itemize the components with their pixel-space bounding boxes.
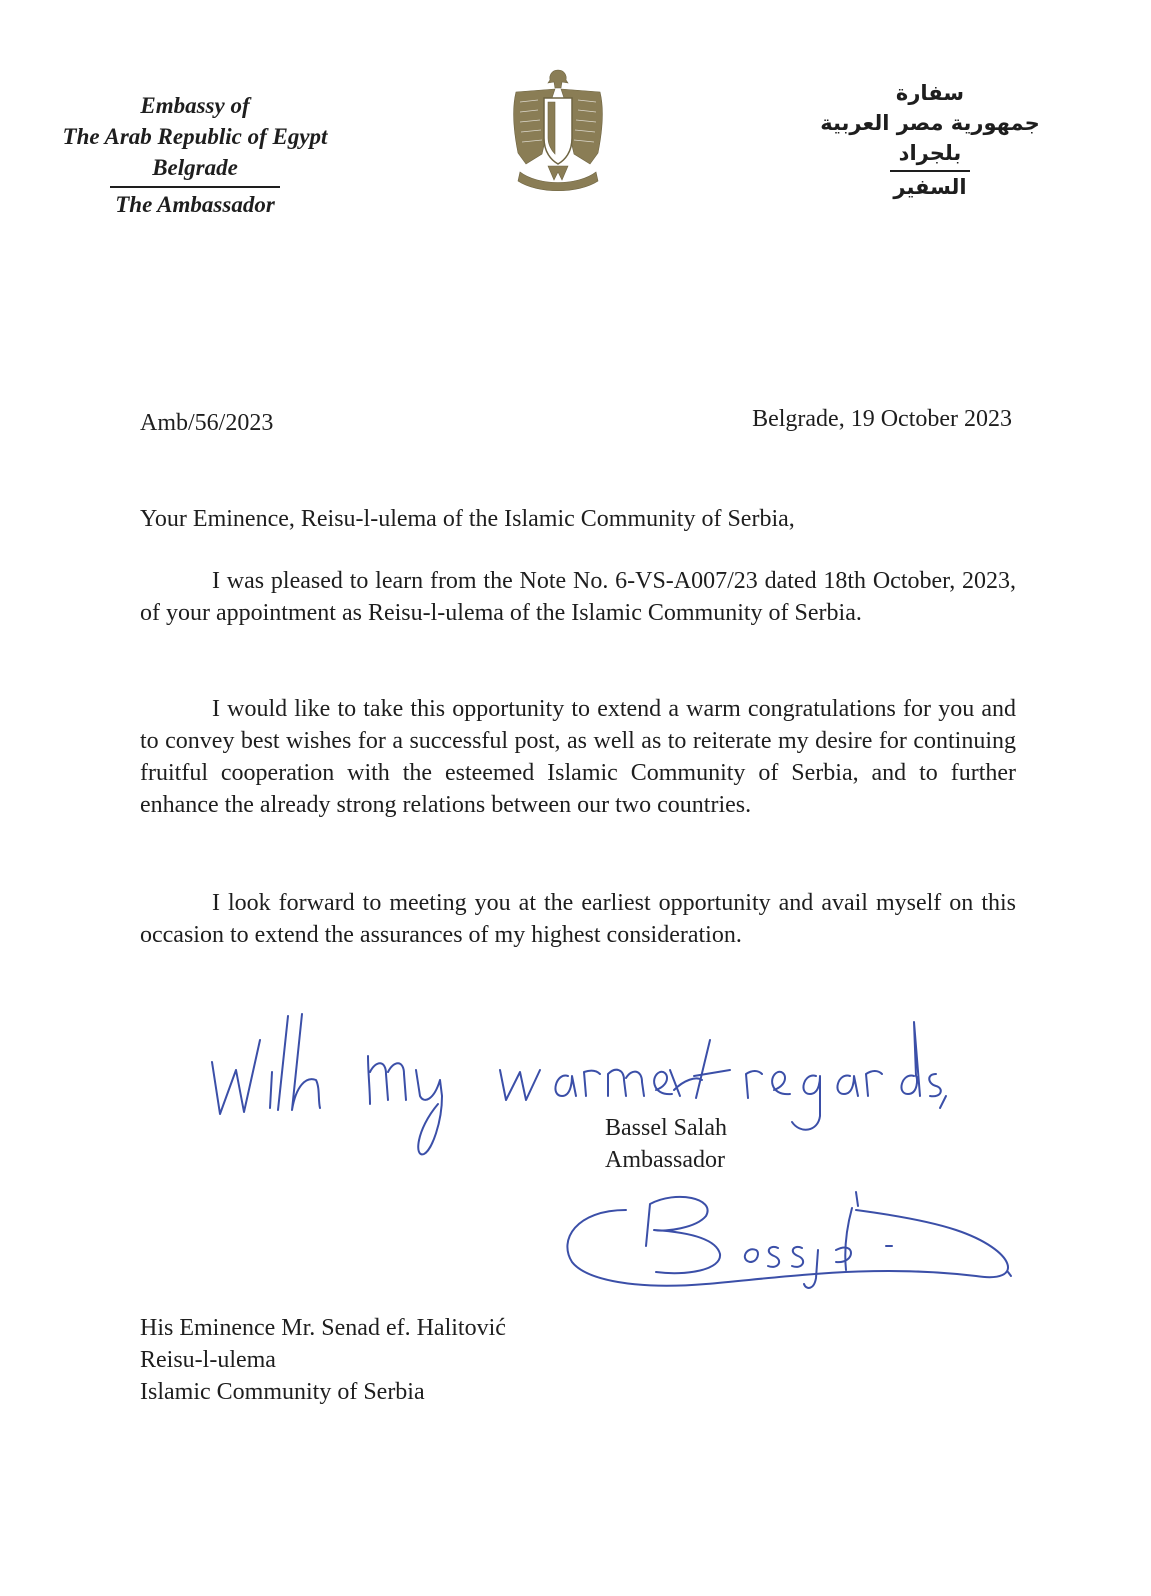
letterhead-arabic-line: السفير (893, 175, 967, 199)
handwritten-closing (200, 1000, 960, 1170)
letterhead-arabic-line: بلجراد (898, 141, 962, 165)
addressee-block (140, 1312, 506, 1408)
addressee-line: Reisu-l-ulema (140, 1347, 276, 1373)
letter-date: Belgrade, 19 October 2023 (752, 406, 1012, 432)
signer-name: Bassel Salah (605, 1115, 727, 1141)
reference-number: Amb/56/2023 (140, 410, 274, 436)
addressee-line: His Eminence Mr. Senad ef. Halitović (140, 1315, 506, 1341)
body-paragraph: I would like to take this opportunity to extend a warm congratulations for you and to convey best wishes for a successful post, as well as to reiterate my desire for continuing fruitful cooperation with the esteemed Islamic Community of Serbia, and to further enhance the already strong relations between our two countries. (140, 696, 1016, 818)
signer-title: Ambassador (605, 1147, 725, 1173)
letterhead-line: Belgrade (152, 155, 238, 180)
body-paragraph: I look forward to meeting you at the earliest opportunity and avail myself on this occasion to extend the assurances of my highest consideration. (140, 890, 1016, 948)
addressee-line: Islamic Community of Serbia (140, 1379, 425, 1405)
letterhead-line: The Ambassador (115, 192, 275, 217)
letterhead-line: The Arab Republic of Egypt (62, 124, 328, 149)
body-paragraph: I was pleased to learn from the Note No. 6-VS-A007/23 dated 18th October, 2023, of your appointment as Reisu-l-ulema of the Islamic Community of Serbia. (140, 568, 1016, 626)
letterhead-arabic-line: سفارة (895, 81, 965, 105)
letterhead-line: Embassy of (140, 93, 250, 118)
signature-icon (556, 1180, 1026, 1305)
eagle-emblem-icon (508, 68, 608, 196)
signer-block (605, 1112, 727, 1176)
salutation: Your Eminence, Reisu-l-ulema of the Islamic Community of Serbia, (140, 506, 795, 532)
letterhead-arabic (810, 78, 1050, 202)
letterhead-arabic-line: جمهورية مصر العربية (820, 111, 1040, 135)
letterhead-english (30, 90, 360, 220)
letterhead-divider (110, 186, 280, 188)
